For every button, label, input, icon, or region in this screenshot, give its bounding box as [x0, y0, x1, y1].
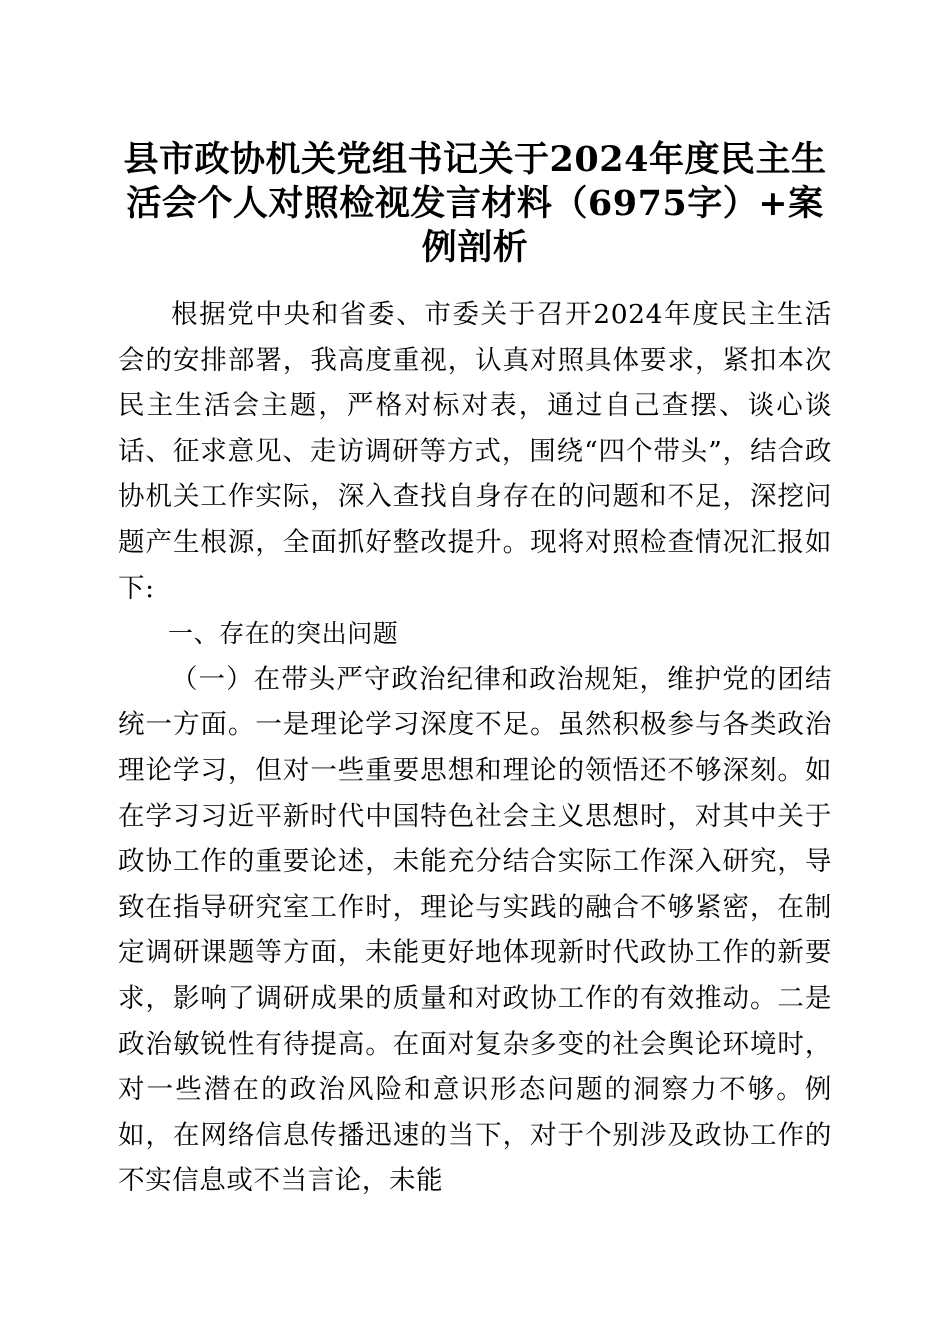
section-paragraph: （一）在带头严守政治纪律和政治规矩，维护党的团结统一方面。一是理论学习深度不足。虽然积极参与各类政治理论学习，但对一些重要思想和理论的领悟还不够深刻。如在学习习近平新时代中国特色社会主义思想时，对其中关于政协工作的重要论述，未能充分结合实际工作深入研究，导致在指导研究室工作时，理论与实践的融合不够紧密，在制定调研课题等方面，未能更好地体现新时代政协工作的新要求，影响了调研成果的质量和对政协工作的有效推动。二是政治敏锐性有待提高。在面对复杂多变的社会舆论环境时，对一些潜在的政治风险和意识形态问题的洞察力不够。例如，在网络信息传播迅速的当下，对于个别涉及政协工作的不实信息或不当言论，未能: [118, 663, 832, 1197]
document-title: 县市政协机关党组书记关于2024年度民主生活会个人对照检视发言材料（6975字）+案例剖析: [123, 139, 827, 268]
document-body: [118, 292, 832, 1204]
intro-paragraph: 根据党中央和省委、市委关于召开2024年度民主生活会的安排部署，我高度重视，认真对照具体要求，紧扣本次民主生活会主题，严格对标对表，通过自己查摆、谈心谈话、征求意见、走访调研等方式，围绕“四个带头”，结合政协机关工作实际，深入查找自身存在的问题和不足，深挖问题产生根源，全面抓好整改提升。现将对照检查情况汇报如下:: [118, 299, 832, 604]
section-heading: 一、存在的突出问题: [168, 619, 399, 649]
